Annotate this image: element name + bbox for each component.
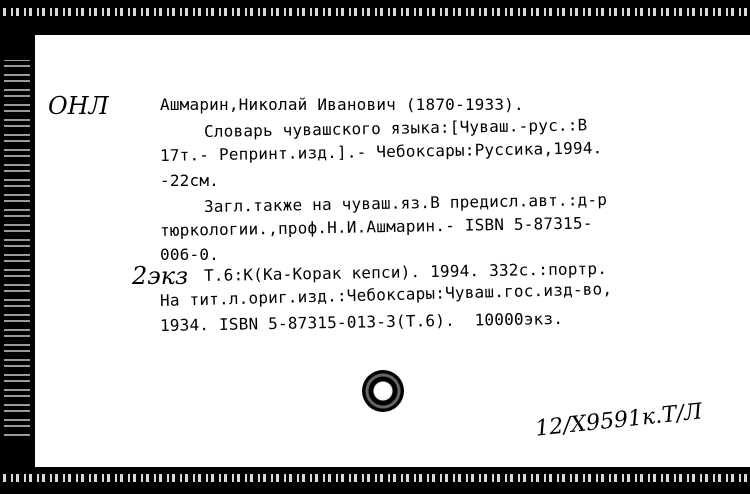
card-punch-hole <box>362 370 404 412</box>
copy-count-handwritten: 2экз <box>132 262 189 290</box>
card-line-publication: 17т.- Репринт.изд.].- Чебоксары:Руссика,1994. <box>159 138 603 165</box>
card-line-author: Ашмарин,Николай Иванович (1870-1933). <box>160 95 524 114</box>
scan-edge-left <box>4 60 30 440</box>
scan-edge-bottom <box>0 474 750 482</box>
card-line-volume: Т.6:К(Ка-Корак кепси). 1994. 332с.:портр. <box>203 258 608 285</box>
card-line-title: Словарь чувашского языка:[Чуваш.-рус.:В <box>203 115 588 141</box>
card-line-isbn-cont: 006-0. <box>160 245 219 264</box>
card-line-size: -22см. <box>160 171 219 190</box>
card-line-isbn: тюркологии.,проф.Н.И.Ашмарин.- ISBN 5-87315- <box>159 213 593 240</box>
shelf-mark-handwritten: 12/Х9591к.Т/Л <box>534 399 704 442</box>
card-line-note: Загл.также на чуваш.яз.В предисл.авт.:д-р <box>203 189 608 216</box>
catalog-code-handwritten: ОНЛ <box>48 92 109 120</box>
card-line-volume-isbn: 1934. ISBN 5-87315-013-3(Т.6). 10000экз. <box>159 308 564 335</box>
scan-edge-top <box>0 8 750 16</box>
card-line-original: На тит.л.ориг.изд.:Чебоксары:Чуваш.гос.изд-во, <box>159 279 613 310</box>
